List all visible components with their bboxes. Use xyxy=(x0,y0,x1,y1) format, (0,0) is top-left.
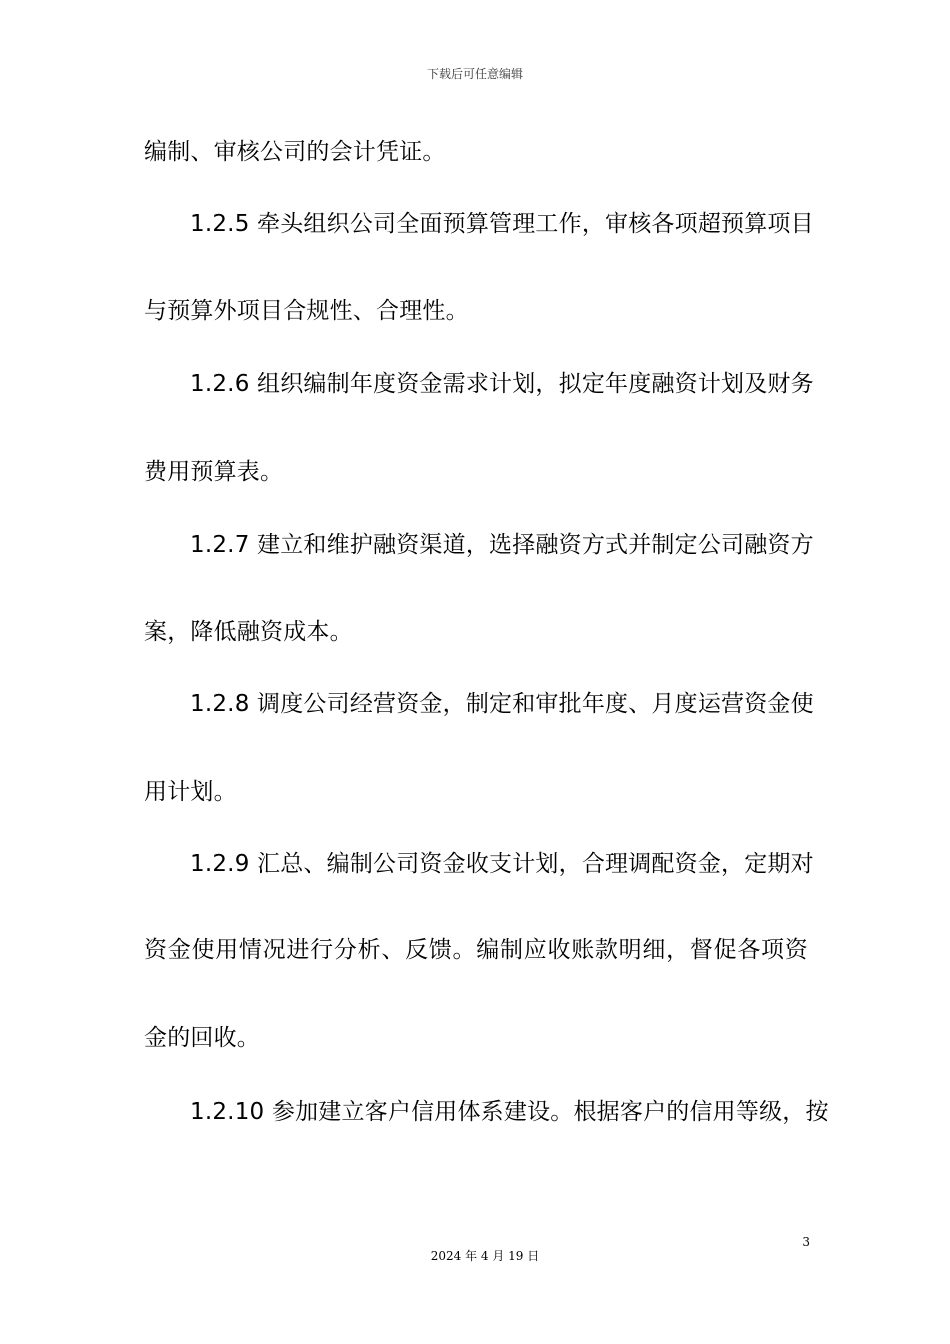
page-number: 3 xyxy=(802,1235,810,1249)
body-line: 1.2.8 调度公司经营资金，制定和审批年度、月度运营资金使 xyxy=(190,691,814,717)
body-line: 编制、审核公司的会计凭证。 xyxy=(144,139,446,165)
page-header: 下载后可任意编辑 xyxy=(426,67,523,81)
body-line: 1.2.6 组织编制年度资金需求计划，拟定年度融资计划及财务 xyxy=(190,371,814,397)
body-line: 1.2.10 参加建立客户信用体系建设。根据客户的信用等级，按 xyxy=(190,1099,829,1125)
footer-date: 2024 年 4 月 19 日 xyxy=(430,1249,540,1263)
body-line: 1.2.5 牵头组织公司全面预算管理工作，审核各项超预算项目 xyxy=(190,211,814,237)
body-line: 1.2.7 建立和维护融资渠道，选择融资方式并制定公司融资方 xyxy=(190,532,814,558)
body-line: 与预算外项目合规性、合理性。 xyxy=(144,298,469,324)
body-line: 案，降低融资成本。 xyxy=(144,619,353,645)
body-line: 1.2.9 汇总、编制公司资金收支计划，合理调配资金，定期对 xyxy=(190,851,814,877)
body-line: 用计划。 xyxy=(144,779,237,805)
body-line: 费用预算表。 xyxy=(144,459,284,485)
body-line: 金的回收。 xyxy=(144,1025,260,1051)
body-line: 资金使用情况进行分析、反馈。编制应收账款明细，督促各项资 xyxy=(144,937,808,963)
